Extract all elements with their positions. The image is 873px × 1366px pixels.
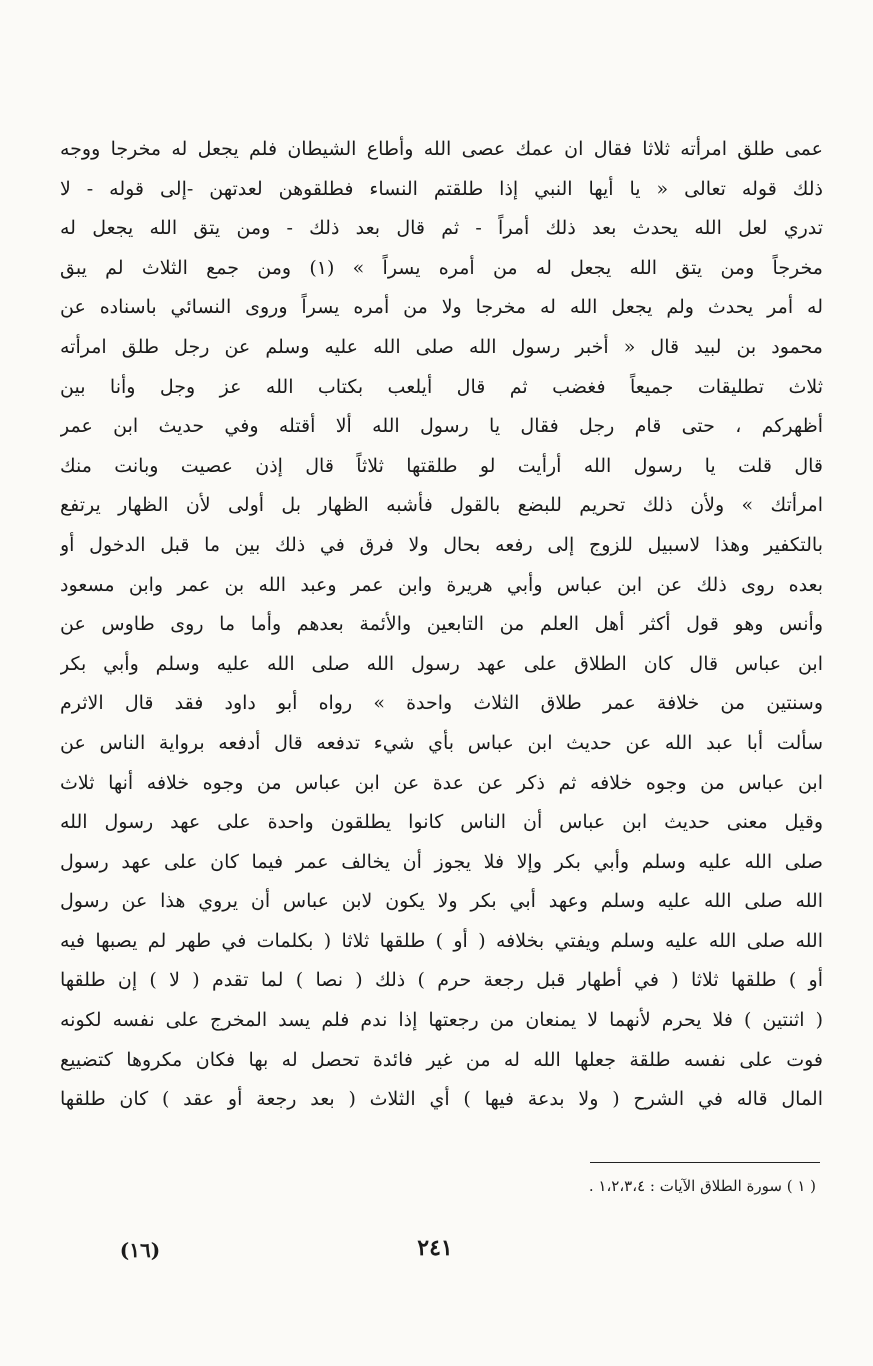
text-line: عمى طلق امرأته ثلاثا فقال ان عمك عصى الله وأطاع الشيطان فلم يجعل له مخرجا ووجه [60,138,823,160]
text-line: وسنتين من خلافة عمر طلاق الثلاث واحدة » رواه أبو داود فقد قال الاثرم [60,692,823,715]
footnote: ( ١ ) سورة الطلاق الآيات : ١،٢،٣،٤ . [588,1177,816,1195]
text-line: صلى الله عليه وسلم وأبي بكر وإلا فلا يجوز أن يخالف عمر فيما كان على عهد رسول [60,850,823,873]
text-line: أظهركم ، حتى قام رجل فقال يا رسول الله ألا أقتله وفي حديث ابن عمر [60,415,823,438]
text-line: وقيل معنى حديث ابن عباس أن الناس كانوا يطلقون واحدة على عهد رسول الله [60,811,823,834]
text-line: تدري لعل الله يحدث بعد ذلك أمراً - ثم قال بعد ذلك - ومن يتق الله يجعل له [60,217,823,240]
text-line: ابن عباس من وجوه خلافه ثم ذكر عن عدة عن ابن عباس من وجوه خلافه أنها ثلاث [60,771,823,794]
text-line: امرأتك » ولأن ذلك تحريم للبضع بالقول فأشبه الظهار بل أولى لأن الظهار يرتفع [60,494,823,517]
text-line: بعده روى ذلك عن ابن عباس وأبي هريرة وابن عمر وعبد الله بن عمر وابن مسعود [60,573,823,596]
text-line: محمود بن لبيد قال « أخبر رسول الله صلى الله عليه وسلم عن رجل طلق امرأته [60,335,823,358]
text-line: أو ) طلقها ثلاثا ( في أطهار قبل رجعة حرم ) ذلك ( نصا ) لما تقدم ( لا ) إن طلقها [60,969,823,992]
text-line: مخرجاً ومن يتق الله يجعل له من أمره يسراً » (١) ومن جمع الثلاث لم يبق [60,256,823,279]
text-line: الله صلى الله عليه وسلم وعهد أبي بكر ولا يكون لابن عباس أن يروي هذا عن رسول [60,890,823,913]
signature-mark: (١٦) [119,1238,161,1262]
page-number: ٢٤١ [417,1235,453,1261]
text-line: سألت أبا عبد الله عن حديث ابن عباس بأي شيء تدفعه قال أدفعه برواية الناس عن [60,731,823,754]
text-line: ثلاث تطليقات جميعاً فغضب ثم قال أيلعب بكتاب الله عز وجل وأنا بين [60,375,823,398]
text-line: وأنس وهو قول أكثر أهل العلم من التابعين والأئمة بعدهم وأما ما روى طاوس عن [60,613,823,636]
footnote-separator [590,1162,820,1163]
text-line: ابن عباس قال كان الطلاق على عهد رسول الله صلى الله عليه وسلم وأبي بكر [60,652,823,675]
text-line: ( اثنتين ) فلا يحرم لأنهما لا يمنعان من رجعتها إذا ندم فلم يسد المخرج على نفسه لكونه [60,1009,823,1032]
text-line: قال قلت يا رسول الله أرأيت لو طلقتها ثلاثاً قال إذن عصيت وبانت منك [60,454,823,477]
body-text [60,130,823,1120]
text-line: المال قاله في الشرح ( ولا بدعة فيها ) أي الثلاث ( بعد رجعة أو عقد ) كان طلقها [60,1088,823,1111]
text-line: له أمر يحدث ولم يجعل الله له مخرجا ولا من أمره يسراً وروى النسائي باسناده عن [60,296,823,319]
text-line: ذلك قوله تعالى « يا أيها النبي إذا طلقتم النساء فطلقوهن لعدتهن -إلى قوله - لا [60,177,823,200]
text-line: الله صلى الله عليه وسلم ويفتي بخلافه ( أو ) طلقها ثلاثا ( بكلمات في طهر لم يصبها فيه [60,929,823,952]
text-line: بالتكفير وهذا لاسبيل للزوج إلى رفعه بحال ولا فرق في ذلك بين ما قبل الدخول أو [60,533,823,556]
text-line: فوت على نفسه طلقة جعلها الله له من غير فائدة تحصل له بها فكان مكروها كتضييع [60,1048,823,1071]
